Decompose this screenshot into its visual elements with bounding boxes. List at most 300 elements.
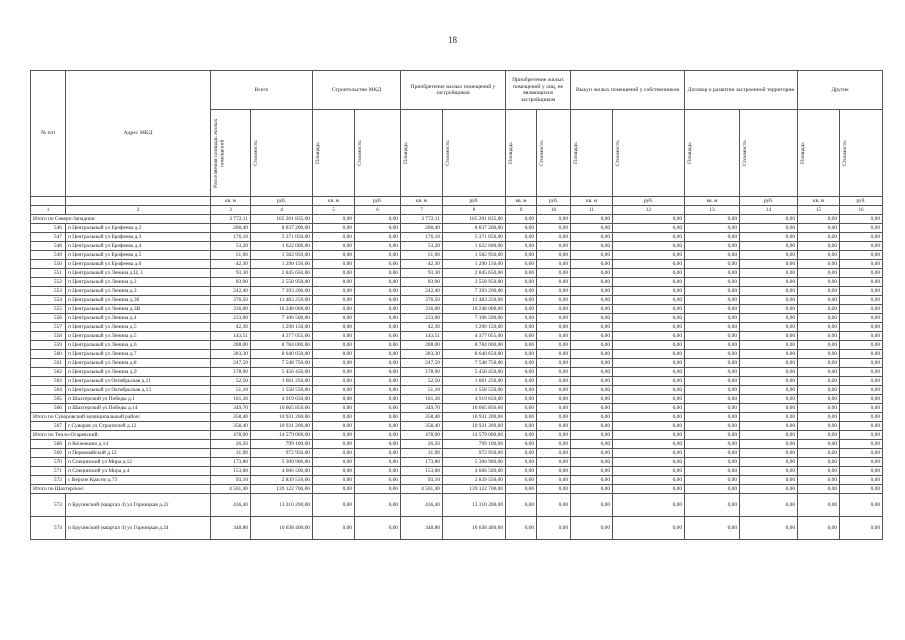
value-cell: 4 666 500,00 [251,467,313,476]
sub-header-cell [740,110,798,197]
table-row [31,323,883,332]
table-row [31,368,883,377]
value-cell: 13 310 200,00 [251,494,313,517]
value-cell: 0,00 [613,251,685,260]
value-cell: 0,00 [313,242,355,251]
group-header-buyout: Выкуп жилых помещений у собственников [571,71,685,110]
value-cell: 0,00 [740,350,798,359]
value-cell: 0,00 [685,422,740,431]
value-cell: 0,00 [506,260,537,269]
value-cell: 0,00 [571,278,613,287]
value-cell: 0,00 [685,485,740,494]
value-cell: 0,00 [571,296,613,305]
value-cell: 0,00 [313,350,355,359]
value-cell: 336,00 [211,305,251,314]
address-cell: п Центральный ул Октябрьская д.11 [66,377,211,386]
value-cell: 0,00 [537,440,571,449]
value-cell: 5 300 900,00 [443,458,506,467]
row-number: 562 [31,368,66,377]
value-cell: 0,00 [798,287,840,296]
value-cell: 0,00 [571,332,613,341]
value-cell: 93,30 [401,269,443,278]
value-cell: 0,00 [506,386,537,395]
value-cell: 0,00 [506,251,537,260]
sub-header-cell [798,110,840,197]
table-row [31,269,883,278]
unit-cell: кв. м [211,197,251,206]
value-cell: 8 784 000,00 [251,341,313,350]
value-cell: 7 548 750,00 [443,359,506,368]
value-cell: 0,00 [313,278,355,287]
value-cell: 0,00 [740,494,798,517]
value-cell: 0,00 [313,395,355,404]
relocation-table [30,70,883,540]
table-row [31,332,883,341]
table-row [31,287,883,296]
value-cell: 0,00 [740,386,798,395]
value-cell: 1 290 150,00 [251,323,313,332]
address-cell: п Центральный ул Ленина д.9 [66,368,211,377]
subtotal-label: Итого по Северо-Западное: [31,215,211,224]
row-number: 547 [31,233,66,242]
value-cell: 200,40 [401,224,443,233]
value-cell: 0,00 [571,431,613,440]
value-cell: 0,00 [313,341,355,350]
value-cell: 178,90 [211,368,251,377]
row-number: 560 [31,350,66,359]
units-row [31,197,883,206]
sub-header-cost: Стоимость [357,140,363,166]
value-cell: 10 665 850,00 [443,404,506,413]
value-cell: 0,00 [740,242,798,251]
value-cell: 0,00 [571,458,613,467]
subtotal-row [31,413,883,422]
value-cell: 0,00 [355,359,401,368]
value-cell: 42,30 [401,323,443,332]
unit-cell: руб. [443,197,506,206]
value-cell: 0,00 [798,413,840,422]
row-number: 569 [31,449,66,458]
row-number: 556 [31,314,66,323]
value-cell: 0,00 [537,359,571,368]
value-cell: 0,00 [840,440,883,449]
table-row [31,458,883,467]
value-cell: 0,00 [840,323,883,332]
col-number: 8 [443,206,506,215]
value-cell: 7 548 750,00 [251,359,313,368]
value-cell: 0,00 [798,215,840,224]
value-cell: 10 248 000,00 [443,305,506,314]
value-cell: 0,00 [613,296,685,305]
unit-cell: руб. [537,197,571,206]
value-cell: 0,00 [313,215,355,224]
value-cell: 0,00 [740,224,798,233]
value-cell: 0,00 [685,377,740,386]
value-cell: 0,00 [313,359,355,368]
value-cell: 349,70 [401,404,443,413]
value-cell: 0,00 [613,395,685,404]
value-cell: 436,40 [211,494,251,517]
address-cell: п Центральный ул Ерофеева д.5 [66,251,211,260]
value-cell: 0,00 [571,287,613,296]
value-cell: 10 638 400,00 [251,517,313,540]
value-cell: 0,00 [740,296,798,305]
value-cell: 0,00 [685,305,740,314]
value-cell: 0,00 [537,404,571,413]
col-header-num: № п/п [31,71,66,197]
row-number: 572 [31,476,66,485]
value-cell: 0,00 [613,422,685,431]
value-cell: 0,00 [840,215,883,224]
sub-header-cost: Стоимость [253,140,259,166]
value-cell: 1 558 550,00 [443,386,506,395]
table-row [31,386,883,395]
value-cell: 0,00 [740,332,798,341]
row-number: 561 [31,359,66,368]
sub-header-cell [613,110,685,197]
value-cell: 0,00 [840,467,883,476]
sub-header-total-area: Расселяемая площадь жилых помещений [213,118,226,188]
value-cell: 0,00 [613,224,685,233]
value-cell: 13 310 200,00 [443,494,506,517]
value-cell: 165 201 835,00 [443,215,506,224]
row-number: 555 [31,305,66,314]
value-cell: 0,00 [506,323,537,332]
value-cell: 376,50 [211,296,251,305]
value-cell: 0,00 [840,260,883,269]
value-cell: 972 950,00 [443,449,506,458]
address-cell: п Центральный ул Ленина д.5 [66,323,211,332]
value-cell: 0,00 [798,278,840,287]
subtotal-row [31,215,883,224]
value-cell: 0,00 [798,476,840,485]
value-cell: 0,00 [571,485,613,494]
value-cell: 0,00 [613,278,685,287]
value-cell: 0,00 [685,233,740,242]
value-cell: 0,00 [355,251,401,260]
value-cell: 0,00 [506,517,537,540]
value-cell: 0,00 [571,323,613,332]
value-cell: 0,00 [537,395,571,404]
value-cell: 0,00 [798,422,840,431]
value-cell: 10 931 200,00 [251,413,313,422]
value-cell: 0,00 [571,422,613,431]
value-cell: 0,00 [685,251,740,260]
col-number: 12 [613,206,685,215]
value-cell: 0,00 [506,494,537,517]
value-cell: 0,00 [571,413,613,422]
value-cell: 0,00 [685,278,740,287]
value-cell: 0,00 [613,440,685,449]
value-cell: 173,80 [211,458,251,467]
value-cell: 0,00 [313,368,355,377]
value-cell: 14 579 000,00 [251,431,313,440]
value-cell: 0,00 [740,269,798,278]
sub-header-cell [685,110,740,197]
value-cell: 200,40 [211,224,251,233]
address-cell: п Центральный ул Ерофеева д.4 [66,242,211,251]
value-cell: 0,00 [537,323,571,332]
col-header-address: Адрес МКД [66,71,211,197]
value-cell: 51,90 [211,251,251,260]
value-cell: 139 122 700,00 [251,485,313,494]
value-cell: 0,00 [355,440,401,449]
value-cell: 0,00 [313,485,355,494]
value-cell: 0,00 [355,368,401,377]
value-cell: 4 666 500,00 [443,467,506,476]
value-cell: 0,00 [506,341,537,350]
value-cell: 31,90 [211,449,251,458]
value-cell: 0,00 [740,476,798,485]
table-row [31,517,883,540]
value-cell: 0,00 [685,413,740,422]
value-cell: 4 561,40 [401,485,443,494]
value-cell: 0,00 [840,224,883,233]
row-number: 553 [31,287,66,296]
value-cell: 0,00 [613,305,685,314]
value-cell: 1 601 250,00 [443,377,506,386]
value-cell: 93,10 [401,476,443,485]
value-cell: 0,00 [313,287,355,296]
sub-header-area: Площадь [573,142,580,164]
value-cell: 0,00 [537,332,571,341]
sub-header-area: Площадь [315,142,321,164]
address-cell: п Центральный ул Ленина д.6 [66,341,211,350]
value-cell: 178,90 [401,368,443,377]
value-cell: 0,00 [355,215,401,224]
value-cell: 1 582 950,00 [443,251,506,260]
value-cell: 0,00 [685,341,740,350]
value-cell: 0,00 [313,233,355,242]
value-cell: 0,00 [740,305,798,314]
row-number: 549 [31,251,66,260]
value-cell: 11 483 250,00 [443,296,506,305]
unit-cell: кв. м [571,197,613,206]
value-cell: 0,00 [798,485,840,494]
value-cell: 0,00 [571,467,613,476]
value-cell: 0,00 [313,467,355,476]
value-cell: 288,00 [401,341,443,350]
sub-header-cell [506,110,537,197]
table-row [31,395,883,404]
value-cell: 0,00 [355,377,401,386]
value-cell: 0,00 [571,224,613,233]
value-cell: 0,00 [798,233,840,242]
value-cell: 0,00 [506,476,537,485]
value-cell: 0,00 [355,413,401,422]
row-number: 552 [31,278,66,287]
value-cell: 478,00 [401,431,443,440]
table-row [31,305,883,314]
value-cell: 0,00 [355,278,401,287]
value-cell: 0,00 [740,278,798,287]
value-cell: 0,00 [685,404,740,413]
subtotal-label: Итого по Шахтерское: [31,485,211,494]
value-cell: 0,00 [537,431,571,440]
value-cell: 0,00 [613,476,685,485]
table-row [31,314,883,323]
value-cell: 288,00 [211,341,251,350]
value-cell: 0,00 [840,305,883,314]
value-cell: 0,00 [740,251,798,260]
value-cell: 0,00 [685,395,740,404]
value-cell: 0,00 [798,260,840,269]
value-cell: 0,00 [840,485,883,494]
col-number: 16 [840,206,883,215]
value-cell: 0,00 [798,224,840,233]
col-number: 5 [313,206,355,215]
value-cell: 0,00 [537,224,571,233]
value-cell: 0,00 [685,494,740,517]
row-number: 567 [31,422,66,431]
value-cell: 0,00 [537,242,571,251]
value-cell: 358,40 [211,413,251,422]
table-row [31,251,883,260]
sub-header-cell [443,110,506,197]
unit-cell: кв. м [506,197,537,206]
value-cell: 358,40 [401,422,443,431]
value-cell: 26,20 [211,440,251,449]
value-cell: 0,00 [506,422,537,431]
value-cell: 0,00 [740,440,798,449]
value-cell: 3 772,11 [211,215,251,224]
value-cell: 283,30 [401,350,443,359]
sub-header-cost: Стоимость [615,140,622,166]
value-cell: 0,00 [571,517,613,540]
value-cell: 0,00 [313,413,355,422]
sub-header-cost: Стоимость [539,140,546,166]
value-cell: 0,00 [840,350,883,359]
value-cell: 0,00 [840,386,883,395]
value-cell: 0,00 [537,260,571,269]
unit-cell: руб. [740,197,798,206]
value-cell: 247,50 [401,359,443,368]
address-cell: п Центральный ул Ленина д.5 [66,332,211,341]
value-cell: 0,00 [506,314,537,323]
value-cell: 0,00 [613,485,685,494]
value-cell: 0,00 [685,215,740,224]
value-cell: 0,00 [313,323,355,332]
value-cell: 0,00 [840,413,883,422]
value-cell: 0,00 [355,341,401,350]
value-cell: 0,00 [571,251,613,260]
unit-cell: кв. м [313,197,355,206]
value-cell: 0,00 [613,494,685,517]
col-number: 7 [401,206,443,215]
value-cell: 1 290 150,00 [251,260,313,269]
value-cell: 0,00 [740,431,798,440]
row-number: 563 [31,377,66,386]
value-cell: 0,00 [613,215,685,224]
value-cell: 0,00 [798,494,840,517]
subtotal-row [31,431,883,440]
value-cell: 0,00 [740,314,798,323]
value-cell: 10 638 400,00 [443,517,506,540]
table-body [31,215,883,540]
value-cell: 11 483 250,00 [251,296,313,305]
value-cell: 0,00 [537,368,571,377]
value-cell: 53,20 [211,242,251,251]
value-cell: 0,00 [613,368,685,377]
value-cell: 0,00 [613,341,685,350]
value-cell: 0,00 [798,350,840,359]
value-cell: 0,00 [840,404,883,413]
value-cell: 0,00 [613,386,685,395]
sub-header-cell [840,110,883,197]
value-cell: 161,30 [401,395,443,404]
value-cell: 0,00 [613,269,685,278]
table-row [31,260,883,269]
value-cell: 0,00 [840,314,883,323]
table-row [31,467,883,476]
col-number: 15 [798,206,840,215]
value-cell: 0,00 [613,467,685,476]
value-cell: 0,00 [537,305,571,314]
value-cell: 0,00 [506,413,537,422]
value-cell: 51,10 [401,386,443,395]
value-cell: 0,00 [798,431,840,440]
table-row [31,422,883,431]
col-number: 3 [211,206,251,215]
value-cell: 0,00 [506,287,537,296]
value-cell: 0,00 [506,440,537,449]
sub-header-area: Площадь [508,142,515,164]
value-cell: 0,00 [840,296,883,305]
value-cell: 348,80 [401,517,443,540]
value-cell: 0,00 [740,458,798,467]
table-row [31,350,883,359]
value-cell: 0,00 [506,233,537,242]
row-number: 564 [31,386,66,395]
address-cell: с Верхне Красно д.73 [66,476,211,485]
unit-cell: кв. м [401,197,443,206]
value-cell: 0,00 [840,431,883,440]
value-cell: 5 456 450,00 [251,368,313,377]
value-cell: 0,00 [840,377,883,386]
value-cell: 0,00 [506,404,537,413]
unit-cell: руб. [840,197,883,206]
value-cell: 31,90 [401,449,443,458]
value-cell: 0,00 [613,323,685,332]
value-cell: 0,00 [313,260,355,269]
value-cell: 4 919 650,00 [251,395,313,404]
value-cell: 0,00 [613,260,685,269]
value-cell: 0,00 [740,215,798,224]
value-cell: 14 579 000,00 [443,431,506,440]
value-cell: 10 931 200,00 [443,413,506,422]
value-cell: 0,00 [571,350,613,359]
value-cell: 0,00 [840,287,883,296]
value-cell: 0,00 [506,305,537,314]
value-cell: 5 456 450,00 [443,368,506,377]
group-header-row [31,71,883,110]
value-cell: 0,00 [685,431,740,440]
sub-header-cell [355,110,401,197]
value-cell: 0,00 [571,494,613,517]
value-cell: 242,40 [401,287,443,296]
value-cell: 0,00 [506,224,537,233]
value-cell: 0,00 [798,467,840,476]
value-cell: 0,00 [798,323,840,332]
value-cell: 0,00 [685,296,740,305]
value-cell: 0,00 [613,449,685,458]
value-cell: 0,00 [571,386,613,395]
value-cell: 4 561,40 [211,485,251,494]
value-cell: 0,00 [740,368,798,377]
table-row [31,359,883,368]
value-cell: 1 622 600,00 [443,242,506,251]
value-cell: 0,00 [798,517,840,540]
